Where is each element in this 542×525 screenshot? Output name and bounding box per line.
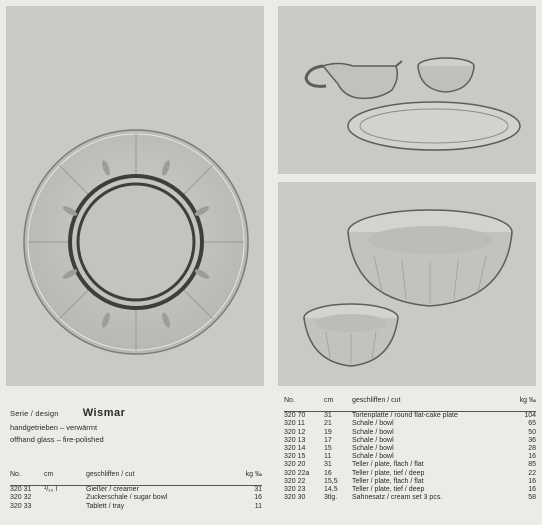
col-header-no: No.	[284, 397, 295, 404]
table-row: 320 23 14,5 Teller / plate, tief / deep 16	[284, 486, 536, 494]
plate-photo	[6, 6, 264, 386]
series-description-2: offhand glass – fire-polished	[10, 435, 104, 444]
col-header-cut: geschliffen / cut	[86, 471, 135, 478]
creamer-set-photo	[278, 6, 536, 174]
bowls-illustration	[278, 182, 536, 386]
col-header-cm: cm	[44, 471, 54, 478]
col-header-cut: geschliffen / cut	[352, 397, 401, 404]
col-header-kg: kg ‰	[245, 471, 262, 478]
table-row: 320 22 15,5 Teller / plate, flach / flat 16	[284, 477, 536, 485]
table-row: 320 33 Tablett / tray 11	[10, 502, 262, 510]
table-row: 320 22a 16 Teller / plate, tief / deep 22	[284, 469, 536, 477]
table-row: 320 13 17 Schale / bowl 36	[284, 436, 536, 444]
series-description-1: handgetrieben – verwärmt	[10, 423, 98, 432]
table-row: 320 15 11 Schale / bowl 16	[284, 453, 536, 461]
table-row: 320 70 31 Tortenplatte / round flat-cake plate 104	[284, 412, 536, 420]
series-label: Serie / design	[10, 409, 59, 418]
col-header-kg: kg ‰	[519, 397, 536, 404]
plate-illustration	[6, 6, 264, 386]
left-table-body	[10, 486, 262, 511]
creamer-set-illustration	[278, 6, 536, 174]
table-row: 320 20 31 Teller / plate, flach / flat 85	[284, 461, 536, 469]
table-row: 320 31 ¹/₁₀ l Gießer / creamer 31	[10, 486, 262, 494]
table-row: 320 11 21 Schale / bowl 65	[284, 420, 536, 428]
bowls-photo	[278, 182, 536, 386]
table-row: 320 14 15 Schale / bowl 28	[284, 445, 536, 453]
series-heading	[10, 407, 125, 419]
series-name: Wismar	[82, 407, 126, 419]
table-row: 320 30 3tlg. Sahnesatz / cream set 3 pcs. 58	[284, 494, 536, 502]
col-header-cm: cm	[324, 397, 334, 404]
col-header-no: No.	[10, 471, 21, 478]
table-row: 320 12 19 Schale / bowl 50	[284, 428, 536, 436]
right-table-body	[284, 412, 536, 503]
left-product-table	[10, 471, 262, 511]
right-product-table	[284, 397, 536, 502]
table-row: 320 32 Zuckerschale / sugar bowl 16	[10, 494, 262, 502]
